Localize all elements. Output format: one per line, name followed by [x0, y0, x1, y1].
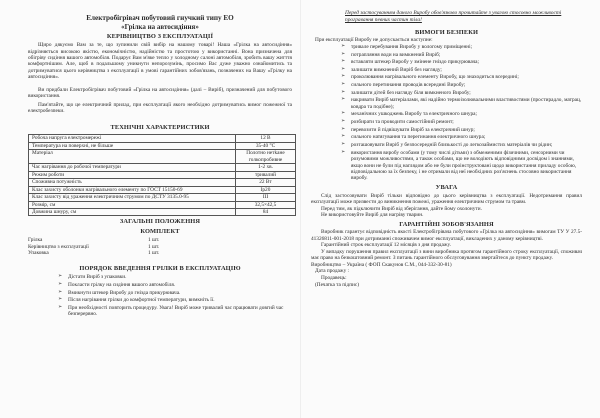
attention-paragraph-1: Слід застосовувати Виріб тільки відповідно до цього керівництва з експлуатації. Недотримання правил експлуатації може призвести до виникнення пожежі, ураження електричним струмом та травм.: [311, 192, 582, 206]
list-item: ➢ накривати Виріб матеріалами, які надійно термоізолювальними властивостями (простирадло, матрац, ковдра та подібне);: [341, 97, 582, 110]
spec-value: 1-2 хв.: [236, 164, 296, 171]
table-row: [29, 142, 296, 149]
order-heading: ПОРЯДОК ВВЕДЕННЯ ГРІЛКИ В ЕКСПЛУАТАЦІЮ: [79, 265, 241, 273]
list-item: ➢ сильного натягування та перегинання електричного шнура;: [341, 134, 582, 140]
list-item: [28, 250, 178, 256]
list-item: ➢ тривале перебування Виробу у вологому приміщенні;: [341, 44, 582, 50]
spec-label: Споживна потужність: [29, 179, 236, 186]
list-item: ➢ розташовувати Виріб у безпосередній близькості до легкозаймистих матеріалів чи рідин;: [341, 142, 582, 148]
attention-paragraph-2: Перед тим, як підключити Виріб від зберігання, дайте йому охолонути.: [321, 205, 482, 212]
warnings-list: [341, 44, 582, 182]
warranty-paragraph-3: У випадку порушення правил експлуатації з вини виробника протягом гарантійного строку експлуатації, споживач має право на безкоштовний ремонт. З питань гарантійного обслуговування звертайтеся до пункту продажу.: [311, 248, 582, 262]
warranty-paragraph-1: Виробник гарантує відповідність якості Електробігрівача побутового «Грілка на автосидіння» вимогам ТУ У 27.5-41326811-001-2018 при дотриманні споживачем вимог експлуатації, викладених у даному керівництві.: [311, 229, 582, 242]
attention-paragraph-3: Не використовуйте Виріб для нагріву тварин.: [321, 212, 424, 219]
list-item: ➢ проколювання нагрівального елементу Виробу, що знаходиться всередині;: [341, 74, 582, 80]
warranty-paragraph-2: Гарантійний строк експлуатації 12 місяців з дня продажу.: [321, 242, 451, 249]
sale-date-line: Дата продажу :: [315, 268, 350, 275]
kit-heading: КОМПЛЕКТ: [140, 228, 180, 236]
kit-qty: 1 шт.: [148, 249, 160, 256]
table-row: [29, 186, 296, 193]
warnings-heading: ВИМОГИ БЕЗПЕКИ: [414, 28, 479, 36]
spec-label: Клас захисту оболонки нагрівального елементу по ГОСТ 15150-69: [29, 186, 236, 193]
right-column: [300, 0, 600, 418]
document-title: Електробігрівач побутовий гнучкий типу ЕО: [86, 14, 234, 22]
warnings-intro: При експлуатації Виробу не допускається наступне:: [315, 37, 433, 44]
table-row: [29, 150, 296, 164]
table-row: [29, 201, 296, 208]
attention-heading: УВАГА: [435, 183, 458, 191]
product-name: «Грілка на автосидіння»: [121, 22, 199, 31]
list-item: ➢ Покласти грілку на сидіння вашого автомобіля.: [58, 282, 292, 288]
list-item: ➢ сильного перетинання проводів всередині Виробу;: [341, 82, 582, 88]
kit-qty: 1 шт.: [148, 237, 160, 244]
list-item: ➢ Після нагрівання грілки до комфортної температури, вимкніть її.: [58, 297, 292, 303]
spec-value: Ip20: [236, 186, 296, 193]
spec-value: 84: [236, 209, 296, 216]
spec-label: Клас захисту від ураження електричним струмом по ДСТУ 3135.0-95: [29, 194, 236, 201]
spec-value: 35-40 °С: [236, 142, 296, 149]
table-row: [29, 135, 296, 142]
spec-label: Режим роботи: [29, 171, 236, 178]
list-item: ➢ потрапляння води на вимкнений Виріб;: [341, 52, 582, 58]
list-item: ➢ Дістати Виріб з упаковки.: [58, 274, 292, 280]
safety-reminder-paragraph: Пам'ятайте, що це електричний прилад, при експлуатації якого необхідно дотримуватись вимог пожежної та електробезпеки.: [28, 101, 292, 115]
warranty-heading: ГАРАНТІЙНІ ЗОБОВ'ЯЗАННЯ: [399, 220, 494, 228]
spec-label: Матеріал: [29, 150, 236, 164]
spec-label: Довжина шнуру, см: [29, 209, 236, 216]
list-item: ➢ залишати вимкнений Виріб без нагляду;: [341, 67, 582, 73]
specs-table: [28, 134, 296, 216]
spec-label: Розмір, см: [29, 201, 236, 208]
spec-value: 12 В: [236, 135, 296, 142]
spec-value: 22 Вт: [236, 179, 296, 186]
stamp-line: (Печатка та підпис): [315, 282, 360, 289]
spec-label: Час нагрівання до робочої температури: [29, 164, 236, 171]
top-note: Перед застосуванням даного Виробу обов'язково прочитайте з увагою стосовно можливості програвання певних частин тіла!: [345, 10, 562, 24]
seller-line: Продавець:: [321, 275, 347, 282]
kit-item: Керівництво з експлуатації: [28, 243, 89, 250]
spec-value: тривалий: [236, 171, 296, 178]
kit-list: [28, 237, 292, 256]
list-item: ➢ перевозити й підвішувати Виріб за електричний шнур;: [341, 127, 582, 133]
spec-label: Температура на поверхні, не більше: [29, 142, 236, 149]
list-item: ➢ розбирати та проводити самостійний ремонт;: [341, 119, 582, 125]
table-row: [29, 164, 296, 171]
list-item: ➢ вставляти штекер Виробу у змінене гніздо прикурювача;: [341, 59, 582, 65]
list-item: ➢ механічних ушкоджень Виробу та електричного шнура;: [341, 111, 582, 117]
usage-heading: КЕРІВНИЦТВО З ЕКСПЛУАТАЦІЇ: [106, 33, 214, 41]
list-item: ➢ використання виробу особами (у тому числі дітьми) з обмеженими фізичними, сенсорними чи розумовими можливостями, а також особами, що не володіють відповідними досвідом і знаннями, якщо вони не були під наглядом або не були проінструктовані щодо використання приладу особою, відповідальною за їх безпеку, і не отримали від неї необхідних роз'яснень стосовно використання виробу.: [341, 150, 582, 182]
intro-paragraph: Щиро дякуємо Вам за те, що зупинили свій вибір на нашому товарі! Наша «Грілка на автосидіння» відрізняється високою якістю, економічністю, надійністю та простотою у використанні. Вона призначена для обігріву сидіння вашого автомобіля. Подарує Вам м'яке тепло у холодному салоні автомобіля, зробить вашу житття комфортнішим. Але, щоб в подальшому уникнути непорозумінь, просимо Вас дуже уважно ознайомитись та дотримуватися цього керівництва з експлуатації в умові гарантійних зобов'язань, позначених на Вашу «Грілку на автосидіння».: [28, 42, 292, 81]
table-row: [29, 171, 296, 178]
spec-value: Полотно нетkане голкопробивне: [236, 150, 296, 164]
table-row: [29, 194, 296, 201]
kit-item: Упаковка: [28, 249, 49, 256]
specs-heading: ТЕХНІЧНІ ХАРАКТЕРИСТИКИ: [110, 123, 210, 131]
table-row: [29, 209, 296, 216]
spec-value: ІІІ: [236, 194, 296, 201]
kit-item: Грілка: [28, 237, 43, 244]
list-item: ➢ При необхідності повторить процедуру. Увага! Виріб може тривалий час працювати довгий час безперервно.: [58, 305, 292, 318]
manufacturer-line: Виробництво – Україна ( ФОП Скакунов С.М., 044-332-30-81): [311, 261, 452, 268]
purpose-paragraph: Ви придбали Електробігрівач побутовий «Грілка на автосидіння» (далі – Виріб), призначений для побутового використання.: [28, 86, 292, 100]
list-item: ➢ залишати дітей без нагляду біля вимкненого Виробу;: [341, 90, 582, 96]
general-heading: ЗАГАЛЬНІ ПОЛОЖЕННЯ: [119, 218, 201, 226]
spec-value: 32,5×42,5: [236, 201, 296, 208]
signature-block: [311, 262, 582, 290]
kit-qty: 1 шт.: [148, 243, 160, 250]
spec-label: Робоча напруга електромережі: [29, 135, 236, 142]
order-steps-list: [58, 274, 292, 317]
table-row: [29, 179, 296, 186]
list-item: ➢ Вмикнути штекер Виробу до гнізда прикурювача.: [58, 290, 292, 296]
